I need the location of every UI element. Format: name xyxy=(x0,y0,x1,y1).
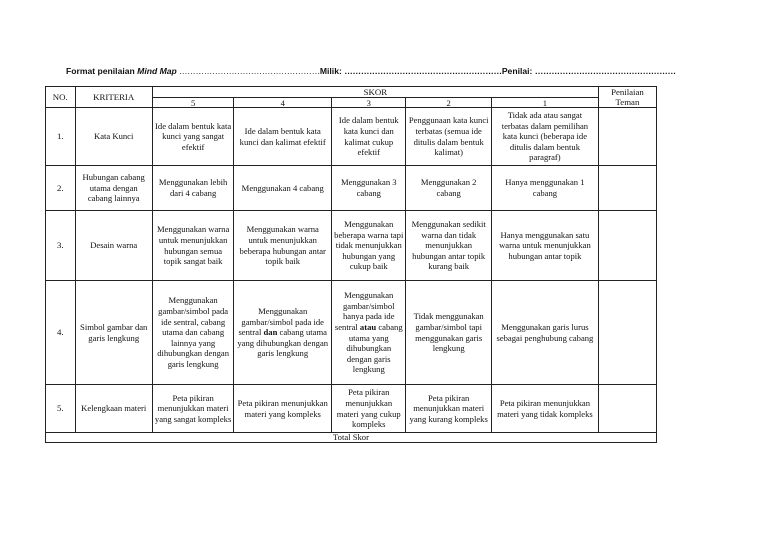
score-3-header: 3 xyxy=(332,98,406,108)
total-skor: Total Skor xyxy=(46,433,657,443)
score-5-cell: Peta pikiran menunjukkan materi yang sangat kompleks xyxy=(152,385,233,433)
table-row xyxy=(46,385,657,433)
criteria-cell: Desain warna xyxy=(75,211,152,281)
score-4-cell: Menggunakan warna untuk menunjukkan beberapa hubungan antar topik baik xyxy=(234,211,332,281)
row-number: 3. xyxy=(46,211,76,281)
milik-label: Milik: xyxy=(319,66,345,76)
score-1-header: 1 xyxy=(491,98,598,108)
format-label: Format penilaian xyxy=(66,66,138,76)
score-4-cell: Peta pikiran menunjukkan materi yang kompleks xyxy=(234,385,332,433)
cell-text-bold: dan xyxy=(263,327,278,338)
table-row xyxy=(46,281,657,385)
score-1-cell: Hanya menggunakan satu warna untuk menunjukkan hubungan antar topik xyxy=(491,211,598,281)
score-3-cell: Ide dalam bentuk kata kunci dan kalimat cukup efektif xyxy=(332,108,406,166)
form-header xyxy=(66,66,676,76)
col-kriteria-header: KRITERIA xyxy=(75,87,152,108)
score-2-cell: Menggunakan sedikit warna dan tidak menunjukkan hubungan antar topik kurang baik xyxy=(406,211,492,281)
score-5-header: 5 xyxy=(152,98,233,108)
score-3-cell: Menggunakan beberapa warna tapi tidak menunjukkan hubungan yang cukup baik xyxy=(332,211,406,281)
penilaian-teman-cell[interactable] xyxy=(598,385,656,433)
assessment-table xyxy=(45,86,657,443)
cell-text-part: cabang utama yang dihubungkan dengan garis lengkung xyxy=(237,327,329,359)
criteria-cell: Kata Kunci xyxy=(75,108,152,166)
col-skor-header: SKOR xyxy=(152,87,598,98)
dots-2: ………………………………………………… xyxy=(344,66,502,76)
score-2-cell: Tidak menggunakan gambar/simbol tapi menggunakan garis lengkung xyxy=(406,281,492,385)
cell-text-bold: atau xyxy=(359,321,377,332)
score-4-header: 4 xyxy=(234,98,332,108)
score-5-cell: Menggunakan warna untuk menunjukkan hubungan semua topik sangat baik xyxy=(152,211,233,281)
score-1-cell: Peta pikiran menunjukkan materi yang tidak kompleks xyxy=(491,385,598,433)
score-2-cell: Penggunaan kata kunci terbatas (semua ide ditulis dalam bentuk kalimat) xyxy=(406,108,492,166)
score-5-cell: Menggunakan gambar/simbol pada ide sentral, cabang utama dan cabang lainnya yang dihubungkan dengan garis lengkung xyxy=(152,281,233,385)
dots-1: …………………………………………… xyxy=(176,66,320,76)
cell-text-part: Menggunakan gambar/simbol hanya pada ide sentral xyxy=(334,290,395,332)
total-row xyxy=(46,433,657,443)
row-number: 5. xyxy=(46,385,76,433)
score-5-cell: Menggunakan lebih dari 4 cabang xyxy=(152,166,233,211)
score-3-cell: Peta pikiran menunjukkan materi yang cukup kompleks xyxy=(332,385,406,433)
score-5-cell: Ide dalam bentuk kata kunci yang sangat efektif xyxy=(152,108,233,166)
score-3-cell xyxy=(332,281,406,385)
penilaian-teman-cell[interactable] xyxy=(598,211,656,281)
score-2-cell: Menggunakan 2 cabang xyxy=(406,166,492,211)
penilai-label: Penilai: xyxy=(501,66,535,76)
row-number: 1. xyxy=(46,108,76,166)
mind-map-label: Mind Map xyxy=(137,66,177,76)
row-number: 2. xyxy=(46,166,76,211)
score-1-cell: Menggunakan garis lurus sebagai penghubung cabang xyxy=(491,281,598,385)
score-4-cell: Ide dalam bentuk kata kunci dan kalimat efektif xyxy=(234,108,332,166)
cell-text-part: cabang utama yang dihubungkan dengan garis lengkung xyxy=(346,321,403,375)
criteria-cell: Kelengkaan materi xyxy=(75,385,152,433)
col-no-header: NO. xyxy=(46,87,76,108)
score-4-cell: Menggunakan 4 cabang xyxy=(234,166,332,211)
col-penilaian-header: Penilaian Teman xyxy=(598,87,656,108)
penilaian-teman-cell[interactable] xyxy=(598,166,656,211)
criteria-cell: Hubungan cabang utama dengan cabang lainnya xyxy=(75,166,152,211)
score-4-cell xyxy=(234,281,332,385)
score-2-cell: Peta pikiran menunjukkan materi yang kurang kompleks xyxy=(406,385,492,433)
score-1-cell: Hanya menggunakan 1 cabang xyxy=(491,166,598,211)
score-2-header: 2 xyxy=(406,98,492,108)
table-row xyxy=(46,108,657,166)
table-row xyxy=(46,166,657,211)
table-row xyxy=(46,211,657,281)
dots-3: …………………………………………… xyxy=(534,66,676,76)
penilaian-teman-cell[interactable] xyxy=(598,281,656,385)
penilaian-teman-cell[interactable] xyxy=(598,108,656,166)
row-number: 4. xyxy=(46,281,76,385)
score-1-cell: Tidak ada atau sangat terbatas dalam pemilihan kata kunci (beberapa ide ditulis dalam bentuk paragraf) xyxy=(491,108,598,166)
score-3-cell: Menggunakan 3 cabang xyxy=(332,166,406,211)
criteria-cell: Simbol gambar dan garis lengkung xyxy=(75,281,152,385)
cell-text-part: Menggunakan gambar/simbol pada ide sentral xyxy=(238,306,324,338)
